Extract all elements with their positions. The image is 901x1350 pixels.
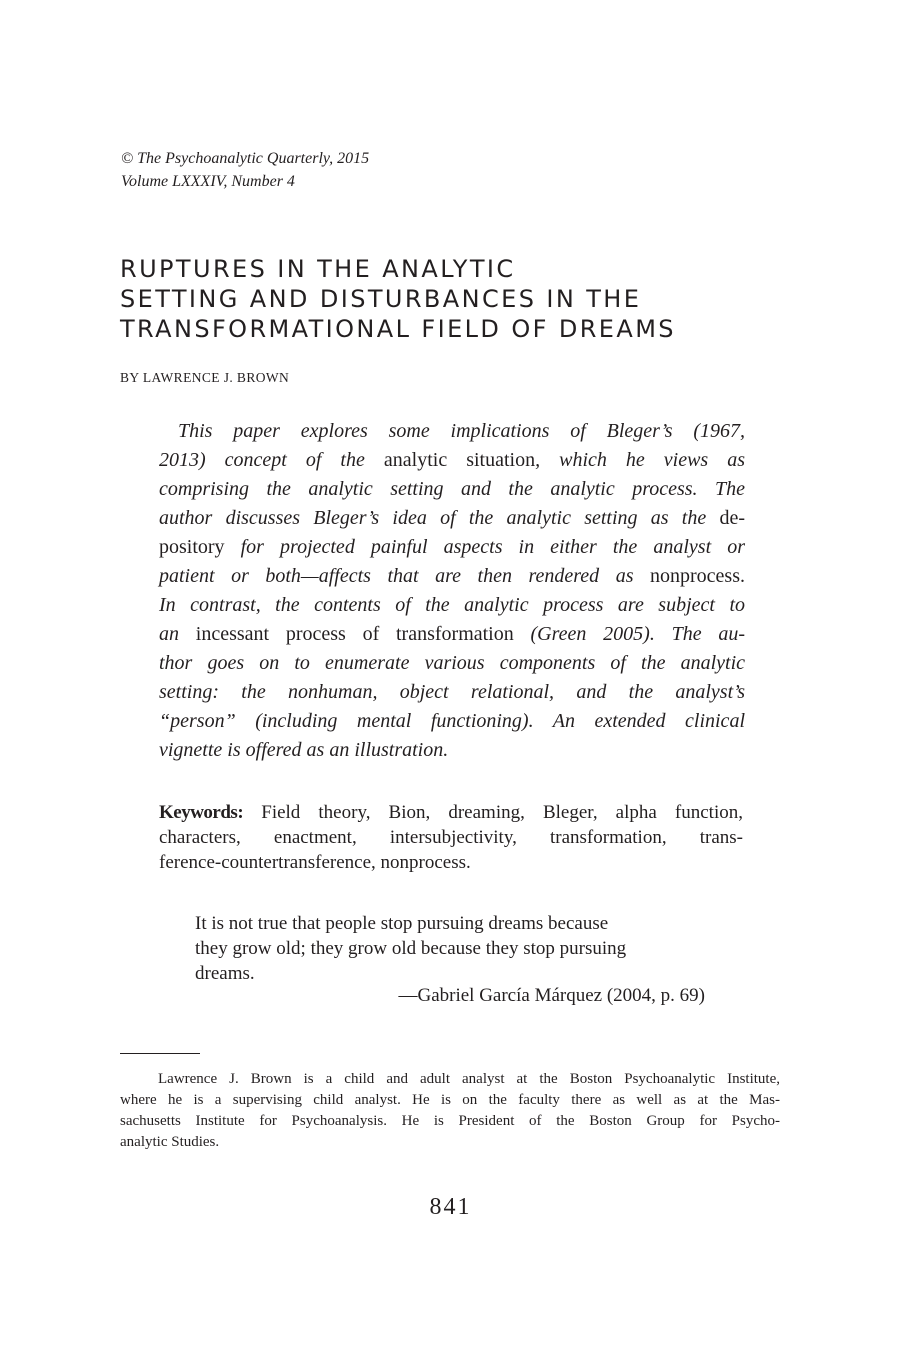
page-number: 841 <box>429 1194 472 1220</box>
abstract-line: patient or both—affects that are then rendered as nonprocess. <box>159 565 745 587</box>
abstract-line: pository for projected painful aspects in either the analyst or <box>159 536 745 558</box>
abstract-line: thor goes on to enumerate various components of the analytic <box>159 652 745 674</box>
footnote-line: analytic Studies. <box>120 1134 220 1150</box>
abstract-line: “person” (including mental functioning). An extended clinical <box>159 710 745 732</box>
abstract-line: This paper explores some implications of Bleger’s (1967, <box>178 420 745 442</box>
abstract-line: vignette is offered as an illustration. <box>159 739 449 761</box>
abstract-line: comprising the analytic setting and the analytic process. The <box>159 478 745 500</box>
epigraph-line: they grow old; they grow old because they stop pursuing <box>195 938 627 959</box>
footnote-line: Lawrence J. Brown is a child and adult analyst at the Boston Psychoanalytic Institute, <box>158 1071 780 1087</box>
abstract-line: 2013) concept of the analytic situation, which he views as <box>159 449 746 471</box>
title-line: RUPTURES IN THE ANALYTIC <box>120 255 516 283</box>
abstract-line: setting: the nonhuman, object relational, and the analyst’s <box>159 681 745 703</box>
abstract-line: In contrast, the contents of the analytic process are subject to <box>159 594 745 616</box>
keywords-line: ference-countertransference, nonprocess. <box>159 852 471 873</box>
author-byline: BY LAWRENCE J. BROWN <box>120 370 290 385</box>
footnote-rule <box>120 1053 200 1054</box>
keywords-line: Keywords: Field theory, Bion, dreaming, Bleger, alpha function, <box>159 802 743 823</box>
epigraph-line: It is not true that people stop pursuing dreams because <box>195 913 609 934</box>
epigraph-attribution: —Gabriel García Márquez (2004, p. 69) <box>398 985 705 1006</box>
abstract-line: an incessant process of transformation (Green 2005). The au- <box>159 623 746 645</box>
title-line: SETTING AND DISTURBANCES IN THE <box>120 285 642 313</box>
epigraph-line: dreams. <box>195 963 255 984</box>
journal-volume: Volume LXXXIV, Number 4 <box>121 173 295 190</box>
footnote-line: sachusetts Institute for Psychoanalysis. He is President of the Boston Group for Psycho- <box>120 1113 780 1129</box>
keywords-line: characters, enactment, intersubjectivity, transformation, trans- <box>159 827 743 848</box>
abstract-line: author discusses Bleger’s idea of the analytic setting as the de- <box>159 507 745 529</box>
keywords-label: Keywords: <box>159 802 244 823</box>
title-line: TRANSFORMATIONAL FIELD OF DREAMS <box>120 315 676 343</box>
journal-copyright: © The Psychoanalytic Quarterly, 2015 <box>121 150 370 167</box>
footnote-line: where he is a supervising child analyst. He is on the faculty there as well as at the Mas- <box>120 1092 780 1108</box>
